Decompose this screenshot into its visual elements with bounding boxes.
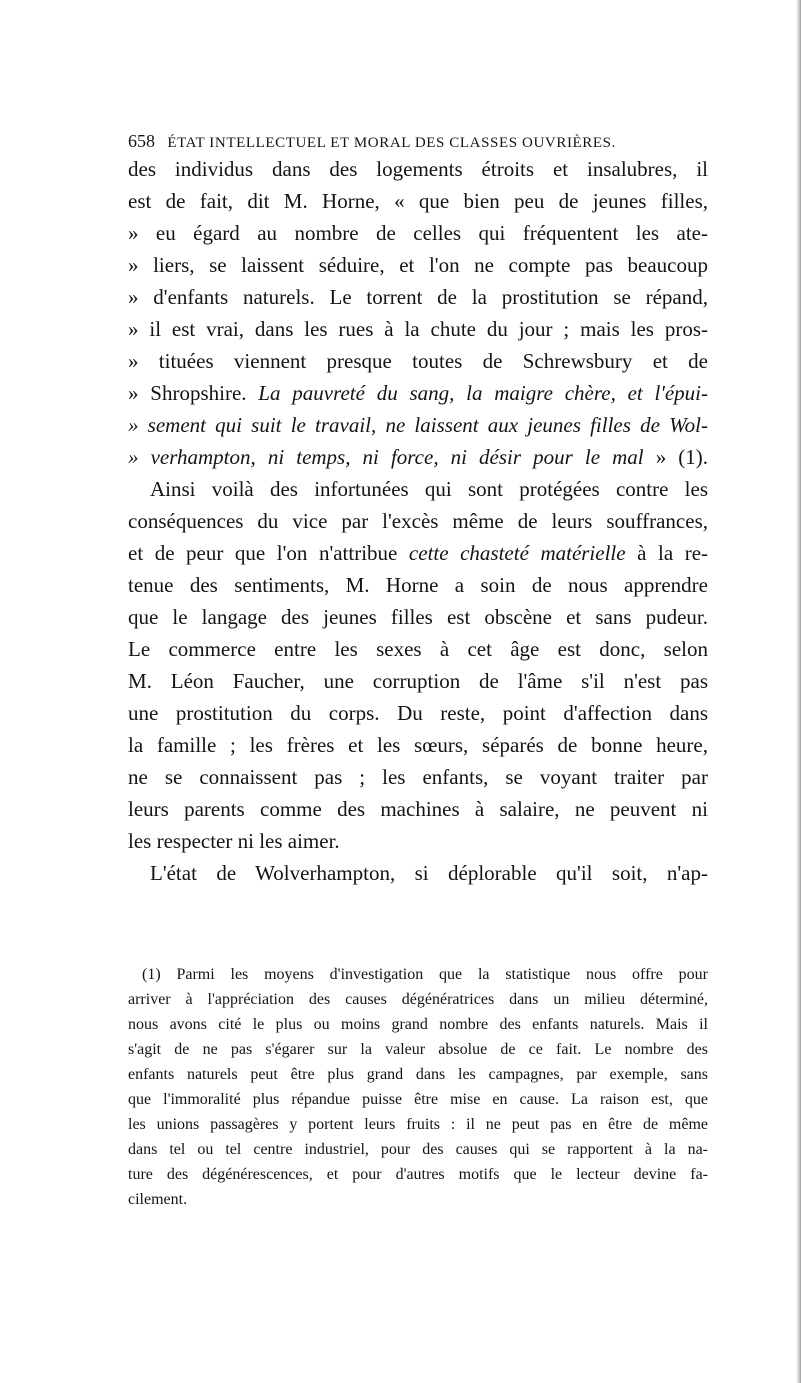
text-line: M. Léon Faucher, une corruption de l'âme s'il n'est pas [128,669,708,693]
italic-phrase: cette chasteté matérielle [408,541,626,565]
running-title: ÉTAT INTELLECTUEL ET MORAL DES CLASSES OUVRIÈRES. [167,135,616,151]
text-fragment: » Shropshire. [128,381,247,405]
running-header [128,131,728,152]
footnote-reference: » (1). [655,445,708,469]
text-line: est de fait, dit M. Horne, « que bien peu de jeunes filles, [128,189,708,213]
text-line: les respecter ni les aimer. [128,829,340,853]
text-line: une prostitution du corps. Du reste, point d'affection dans [128,701,708,725]
text-line: leurs parents comme des machines à salaire, ne peuvent ni [128,797,708,821]
footnote-line: arriver à l'appréciation des causes dégénératrices dans un milieu déterminé, [128,991,708,1008]
text-line: » d'enfants naturels. Le torrent de la prostitution se répand, [128,285,708,309]
text-line: ne se connaissent pas ; les enfants, se voyant traiter par [128,765,708,789]
footnote-line: cilement. [128,1191,188,1208]
footnote-block [128,962,708,1212]
text-line: la famille ; les frères et les sœurs, séparés de bonne heure, [128,733,708,757]
text-line: » eu égard au nombre de celles qui fréquentent les ate- [128,221,708,245]
text-line: L'état de Wolverhampton, si déplorable qu'il soit, n'ap- [150,861,708,885]
text-line: Le commerce entre les sexes à cet âge est donc, selon [128,637,708,661]
footnote-line: dans tel ou tel centre industriel, pour des causes qui se rapportent à la na- [128,1141,708,1158]
text-line [128,409,708,441]
body-text [128,153,708,889]
text-line: » il est vrai, dans les rues à la chute du jour ; mais les pros- [128,317,708,341]
page-number: 658 [128,131,155,151]
text-line [128,441,708,473]
footnote-line: enfants naturels peut être plus grand dans les campagnes, par exemple, sans [128,1066,708,1083]
italic-quote: » verhampton, ni temps, ni force, ni désir pour le mal [128,445,644,469]
footnote-line: s'agit de ne pas s'égarer sur la valeur absolue de ce fait. Le nombre des [128,1041,708,1058]
italic-quote: La pauvreté du sang, la maigre chère, et l'épui- [258,381,709,405]
text-fragment: à la re- [637,541,709,565]
page-edge-shadow [796,0,801,1383]
text-line: conséquences du vice par l'excès même de leurs souffrances, [128,509,708,533]
italic-quote: » sement qui suit le travail, ne laissent aux jeunes filles de Wol- [128,413,708,437]
text-fragment: et de peur que l'on n'attribue [128,541,398,565]
text-line: » tituées viennent presque toutes de Schrewsbury et de [128,349,708,373]
text-line [128,377,708,409]
text-line: tenue des sentiments, M. Horne a soin de nous apprendre [128,573,708,597]
footnote-line: les unions passagères y portent leurs fruits : il ne peut pas en être de même [128,1116,708,1133]
text-line [128,537,708,569]
text-line: que le langage des jeunes filles est obscène et sans pudeur. [128,605,708,629]
footnote-line: ture des dégénérescences, et pour d'autres motifs que le lecteur devine fa- [128,1166,708,1183]
footnote-line: (1) Parmi les moyens d'investigation que la statistique nous offre pour [142,966,708,983]
footnote-line: que l'immoralité plus répandue puisse être mise en cause. La raison est, que [128,1091,708,1108]
text-line: des individus dans des logements étroits et insalubres, il [128,157,708,181]
text-line: Ainsi voilà des infortunées qui sont protégées contre les [150,477,708,501]
text-line: » liers, se laissent séduire, et l'on ne compte pas beaucoup [128,253,708,277]
footnote-line: nous avons cité le plus ou moins grand nombre des enfants naturels. Mais il [128,1016,708,1033]
